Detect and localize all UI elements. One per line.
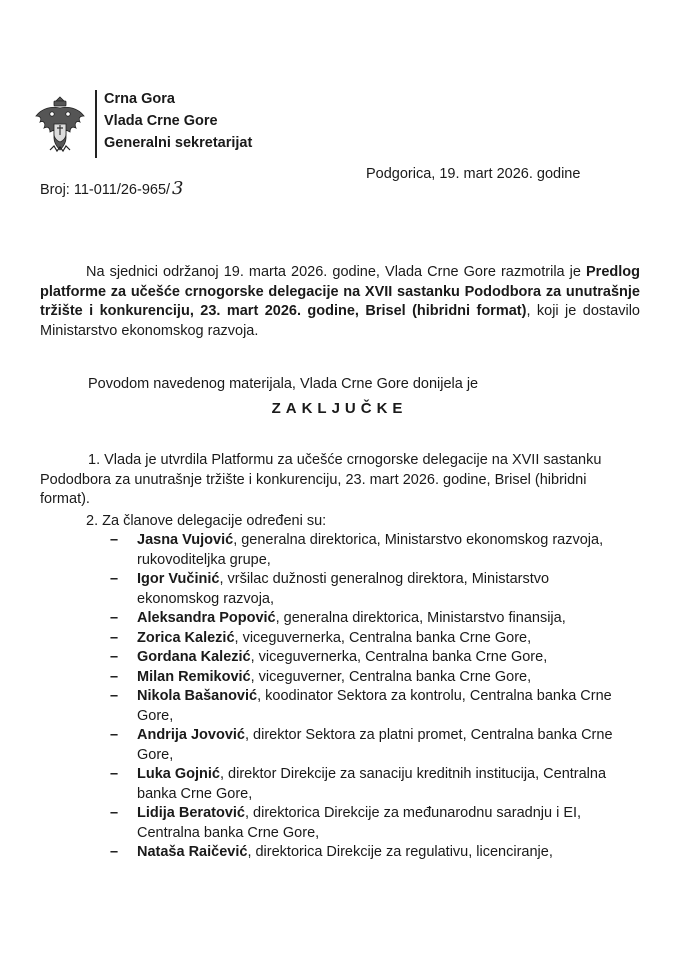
member-role: , direktorica Direkcije za međunarodnu saradnju i EI, Centralna banka Crne Gore, [137,805,582,841]
list-item: – Andrija Jovović, direktor Sektora za platni promet, Centralna banka Crne Gore, [110,727,613,763]
list-item: – Aleksandra Popović, generalna direktorica, Ministarstvo finansija, [110,610,566,626]
conclusion-point-1-text: 1. Vlada je utvrdila Platformu za učešće crnogorske delegacije na XVII sastanku Pododbora za unutrašnje tržište i konkurenciju, 23. mart 2026. godine, Brisel (hibridni format). [40,452,602,507]
document-date: Podgorica, 19. mart 2026. godine [366,166,581,182]
reference-number-text: Broj: 11-011/26-965/ [40,182,171,198]
member-role: , generalna direktorica, Ministarstvo ekonomskog razvoja, rukovoditeljka grupe, [137,532,604,568]
member-role: , viceguvernerka, Centralna banka Crne Gore, [250,649,548,665]
member-role: , vršilac dužnosti generalnog direktora, Ministarstvo ekonomskog razvoja, [137,571,550,607]
member-role: , viceguvernerka, Centralna banka Crne Gore, [234,629,532,646]
member-name: Aleksandra Popović [137,610,276,626]
member-name: Andrija Jovović [137,727,245,743]
reference-number [40,178,184,199]
intro-text-2: , koji je dostavilo Ministarstvo ekonomskog razvoja. [40,303,640,339]
member-role: , direktor Sektora za platni promet, Centralna banka Crne Gore, [137,727,613,763]
member-role: , generalna direktorica, Ministarstvo finansija, [275,610,566,626]
list-item: – Gordana Kalezić, viceguvernerka, Centralna banka Crne Gore, [110,649,548,665]
list-item: – Jasna Vujović, generalna direktorica, Ministarstvo ekonomskog razvoja, rukovoditeljka grupe, [110,532,604,568]
intro-paragraph [40,263,640,341]
conclusion-point-2: 2. Za članove delegacije određeni su: [86,513,327,529]
member-role: , direktor Direkcije za sanaciju kreditnih institucija, Centralna banka Crne Gore, [137,766,607,802]
delegation-members-list [110,531,630,863]
conclusion-point-1 [40,451,640,510]
list-item: – Milan Remiković, viceguverner, Centralna banka Crne Gore, [110,668,532,685]
member-name: Igor Vučinić [137,571,220,587]
member-role: , viceguverner, Centralna banka Crne Gore, [250,668,532,685]
conclusions-heading: ZAKLJUČKE [271,400,408,417]
member-name: Nataša Raičević [137,844,248,860]
list-item: – Nikola Bašanović, koodinator Sektora za kontrolu, Centralna banka Crne Gore, [110,688,612,724]
member-name: Jasna Vujović [137,532,234,548]
issuer-country: Crna Gora [104,91,175,107]
list-item: – Lidija Beratović, direktorica Direkcije za međunarodnu saradnju i EI, Centralna banka Crne Gore, [110,805,582,841]
list-item: – Luka Gojnić, direktor Direkcije za sanaciju kreditnih institucija, Centralna banka Crne Gore, [110,766,607,802]
coat-of-arms-icon [32,94,88,158]
member-name: Nikola Bašanović [137,688,258,704]
member-name: Luka Gojnić [137,766,220,782]
member-name: Zorica Kalezić [137,629,235,646]
list-item: – Igor Vučinić, vršilac dužnosti generalnog direktora, Ministarstvo ekonomskog razvoja, [110,571,550,607]
intro-bold-title: Predlog platforme za učešće crnogorske delegacije na XVII sastanku Pododbora za unutrašnje tržište i konkurenciju, 23. mart 2026. godine, Brisel (hibridni format) [40,264,640,319]
member-role: , koodinator Sektora za kontrolu, Centralna banka Crne Gore, [137,688,612,724]
header-divider [95,90,97,158]
member-role: , direktorica Direkcije za regulativu, licenciranje, [247,844,553,860]
member-name: Gordana Kalezić [137,649,251,665]
povodom-paragraph: Povodom navedenog materijala, Vlada Crne Gore donijela je [88,376,479,392]
intro-text-1: Na sjednici održanoj 19. marta 2026. godine, Vlada Crne Gore razmotrila je [86,264,587,280]
list-item: – Nataša Raičević, direktorica Direkcije za regulativu, licenciranje, [110,844,553,860]
member-name: Lidija Beratović [137,805,245,821]
member-name: Milan Remiković [137,668,251,685]
issuer-government: Vlada Crne Gore [104,113,218,129]
issuer-office: Generalni sekretarijat [104,135,253,151]
list-item: – Zorica Kalezić, viceguvernerka, Centralna banka Crne Gore, [110,629,532,646]
issuer-header [104,88,252,154]
reference-handwritten-suffix: 3 [172,178,184,199]
